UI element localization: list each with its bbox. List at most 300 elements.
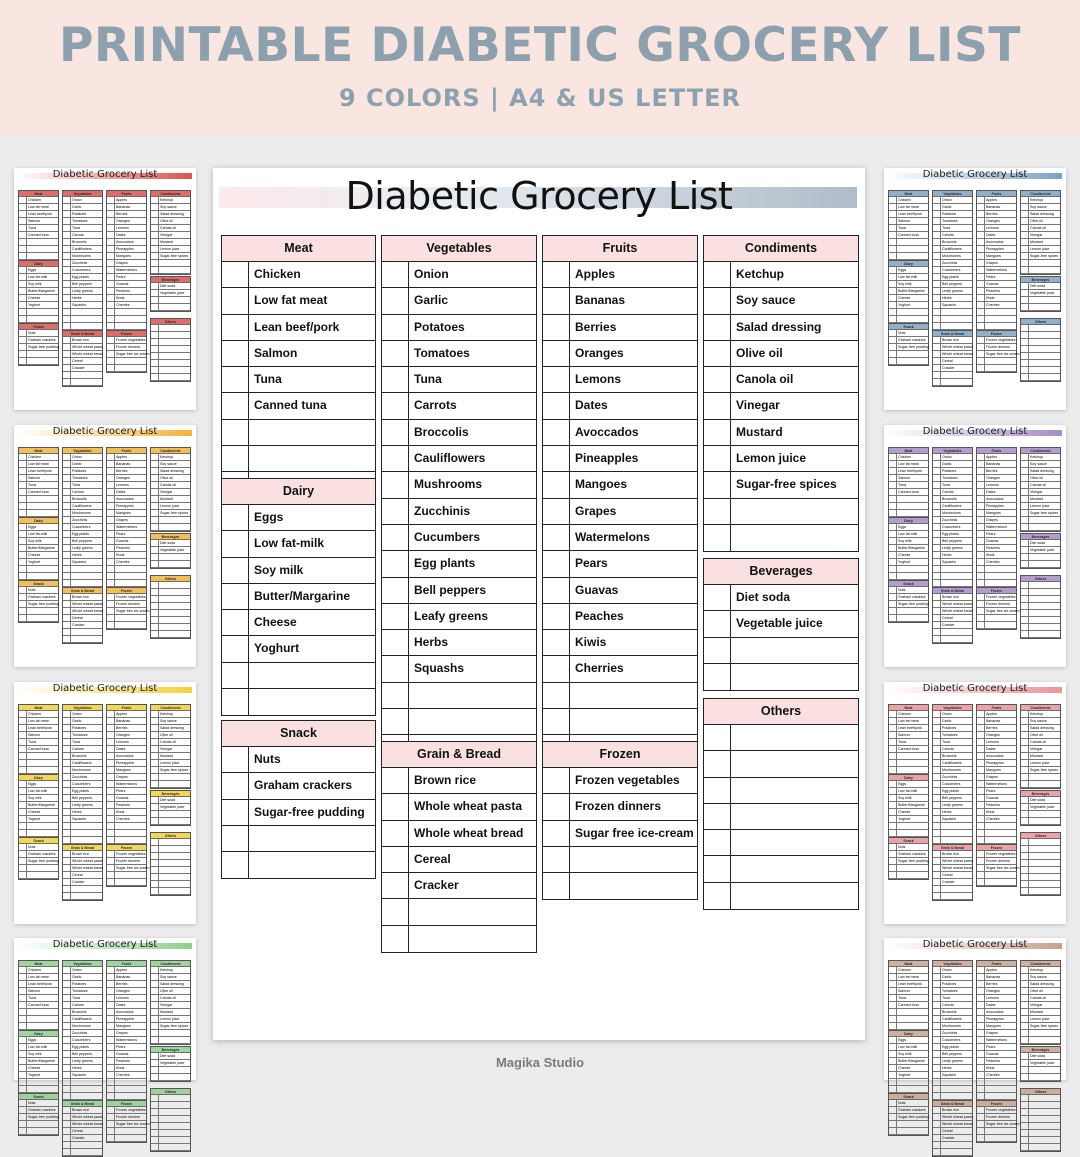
thumbnail-row (1021, 596, 1060, 603)
checkbox[interactable] (704, 804, 731, 829)
thumbnail-row: Cauliflowers (63, 246, 102, 253)
thumbnail-row: Bell peppers (933, 795, 972, 802)
thumbnail-section-header: Meat (19, 961, 58, 967)
thumbnail-row: Bananas (977, 461, 1016, 468)
checkbox[interactable] (222, 852, 249, 878)
thumbnail-row: Peaches (977, 802, 1016, 809)
thumbnail-row (889, 351, 928, 358)
thumbnail-section-header: Others (1021, 319, 1060, 325)
thumbnail-row: Leafy greens (63, 802, 102, 809)
checkbox[interactable] (382, 630, 409, 655)
thumbnail-row (151, 860, 190, 867)
checkbox[interactable] (543, 499, 570, 524)
thumbnail-section-dairy (888, 774, 929, 838)
thumbnail-row (19, 753, 58, 760)
checkbox[interactable] (704, 638, 731, 663)
thumbnail-row: Berries (107, 211, 146, 218)
checkbox[interactable] (382, 794, 409, 819)
section-others (703, 698, 859, 910)
thumbnail-row: Bananas (107, 974, 146, 981)
thumbnail-row: Canola oil (151, 995, 190, 1002)
thumbnail-row (1021, 867, 1060, 874)
list-item (382, 341, 536, 367)
checkbox[interactable] (704, 585, 731, 610)
checkbox[interactable] (222, 663, 249, 688)
list-item (543, 821, 697, 847)
thumbnail-row: Watermelons (977, 267, 1016, 274)
checkbox[interactable] (382, 899, 409, 924)
checkbox[interactable] (222, 800, 249, 825)
thumbnail-row: Mustard (151, 239, 190, 246)
checkbox[interactable] (222, 315, 249, 340)
thumbnail-section-dairy (18, 260, 59, 324)
checkbox[interactable] (704, 664, 731, 690)
checkbox[interactable] (382, 821, 409, 846)
thumbnail-section-meat (888, 447, 929, 518)
thumbnail-row: Dates (107, 1002, 146, 1009)
list-item (382, 847, 536, 873)
checkbox[interactable] (704, 420, 731, 445)
checkbox[interactable] (222, 826, 249, 851)
thumbnail-section-header: Vegetables (63, 961, 102, 967)
checkbox[interactable] (382, 551, 409, 576)
thumbnail-section-meat (18, 960, 59, 1031)
thumbnail-row: Carrots (63, 1002, 102, 1009)
thumbnail-row: Potatoes (933, 725, 972, 732)
thumbnail-row: Lemons (977, 482, 1016, 489)
list-item (704, 856, 858, 882)
thumbnail-row: Lean beef/pork (19, 468, 58, 475)
thumbnail-row: Ketchup (1021, 967, 1060, 974)
section-fruits (542, 235, 698, 763)
checkbox[interactable] (543, 630, 570, 655)
list-item (222, 288, 375, 314)
checkbox[interactable] (222, 420, 249, 445)
thumbnail-row: Lean beef/pork (889, 211, 928, 218)
thumbnail-row: Grapes (107, 774, 146, 781)
thumbnail-row: Grapes (107, 1030, 146, 1037)
thumbnail-row: Cheese (889, 1065, 928, 1072)
thumbnail-row: Cherries (107, 302, 146, 309)
checkbox[interactable] (222, 531, 249, 556)
thumbnail-row (63, 837, 102, 844)
checkbox[interactable] (543, 551, 570, 576)
checkbox[interactable] (543, 709, 570, 734)
checkbox[interactable] (222, 288, 249, 313)
checkbox[interactable] (222, 747, 249, 772)
checkbox[interactable] (543, 821, 570, 846)
thumbnail-row (1021, 1109, 1060, 1116)
checkbox[interactable] (543, 288, 570, 313)
thumbnail-row: Nuts (889, 587, 928, 594)
thumbnail-row: Kiwis (977, 809, 1016, 816)
thumbnail-section-vegetables (62, 960, 103, 1101)
thumbnail-row (19, 760, 58, 767)
thumbnail-row: Tuna (63, 739, 102, 746)
checkbox[interactable] (543, 446, 570, 471)
thumbnail-row: Squashs (933, 559, 972, 566)
checkbox[interactable] (704, 367, 731, 392)
checkbox[interactable] (382, 578, 409, 603)
thumbnail-row: Lemon juice (1021, 246, 1060, 253)
checkbox[interactable] (222, 558, 249, 583)
checkbox[interactable] (222, 446, 249, 471)
thumbnail-row: Vinegar (1021, 746, 1060, 753)
thumbnail-row: Kiwis (107, 809, 146, 816)
thumbnail-row: Sugar-free spices (1021, 253, 1060, 260)
checkbox[interactable] (543, 656, 570, 681)
thumbnail-row (151, 517, 190, 524)
checkbox[interactable] (543, 847, 570, 872)
thumbnail-row (19, 503, 58, 510)
checkbox[interactable] (543, 683, 570, 708)
list-item (382, 709, 536, 735)
thumbnail-row: Yoghurt (19, 816, 58, 823)
checkbox[interactable] (222, 773, 249, 798)
item-label: Lemons (575, 372, 622, 387)
thumbnail-section-header: Others (151, 319, 190, 325)
thumbnail-row (151, 367, 190, 374)
thumbnail-row: Mushrooms (933, 510, 972, 517)
checkbox[interactable] (543, 472, 570, 497)
thumbnail-row: Cereal (63, 872, 102, 879)
thumbnail-row: Oranges (977, 218, 1016, 225)
thumbnail-row (19, 358, 58, 365)
thumbnail-row (107, 323, 146, 330)
checkbox[interactable] (382, 604, 409, 629)
thumbnail-section-header: Condiments (151, 961, 190, 967)
thumbnail-row: Peaches (107, 545, 146, 552)
thumbnail-section-header: Vegetables (933, 961, 972, 967)
item-label: Salad dressing (736, 319, 822, 334)
thumbnail-row (63, 1142, 102, 1149)
checkbox[interactable] (382, 683, 409, 708)
checkbox[interactable] (382, 499, 409, 524)
thumbnail-row: Soy sauce (151, 718, 190, 725)
thumbnail-section-vegetables (62, 447, 103, 588)
checkbox[interactable] (704, 315, 731, 340)
thumbnail-row: Kiwis (107, 552, 146, 559)
list-item (543, 873, 697, 899)
checkbox[interactable] (382, 847, 409, 872)
thumbnail-row: Olive oil (1021, 732, 1060, 739)
thumbnail-section-header: Fruits (977, 448, 1016, 454)
checkbox[interactable] (704, 856, 731, 881)
thumbnail-row: Bell peppers (933, 1051, 972, 1058)
thumbnail-row: Salmon (889, 475, 928, 482)
list-item (222, 800, 375, 826)
checkbox[interactable] (543, 420, 570, 445)
thumbnail-section-header: Fruits (977, 961, 1016, 967)
thumbnail-row: Potatoes (933, 981, 972, 988)
checkbox[interactable] (704, 725, 731, 750)
thumbnail-section-grain (932, 844, 973, 901)
thumbnail-row: Vegetable juice (151, 290, 190, 297)
thumbnail-section-snack (888, 837, 929, 880)
thumbnail-row: Whole wheat pasta (933, 601, 972, 608)
checkbox[interactable] (222, 584, 249, 609)
thumbnail-row (19, 1086, 58, 1093)
thumbnail-row: Squashs (933, 302, 972, 309)
list-item (222, 558, 375, 584)
list-item (222, 689, 375, 715)
thumbnail-row: Mustard (151, 496, 190, 503)
thumbnail-row: Cereal (63, 1128, 102, 1135)
list-item (543, 525, 697, 551)
thumbnail-row: Whole wheat bread (63, 351, 102, 358)
thumbnail-row: Cereal (933, 358, 972, 365)
thumbnail-row (889, 1016, 928, 1023)
checkbox[interactable] (543, 794, 570, 819)
checkbox[interactable] (222, 262, 249, 287)
thumbnail-row: Chicken (889, 197, 928, 204)
checkbox[interactable] (382, 341, 409, 366)
thumbnail-row (1021, 888, 1060, 895)
checkbox[interactable] (382, 288, 409, 313)
thumbnail-row: Leafy greens (933, 545, 972, 552)
thumbnail-row: Canned tuna (889, 232, 928, 239)
thumbnail-row: Cucumbers (933, 267, 972, 274)
checkbox[interactable] (382, 367, 409, 392)
checkbox[interactable] (543, 768, 570, 793)
list-item (704, 499, 858, 525)
checkbox[interactable] (382, 315, 409, 340)
thumbnail-title: Diabetic Grocery List (922, 426, 1028, 437)
checkbox[interactable] (543, 367, 570, 392)
checkbox[interactable] (382, 446, 409, 471)
thumbnail-row: Vegetable juice (1021, 547, 1060, 554)
thumbnail-row (151, 774, 190, 781)
thumbnail-section-header: Meat (19, 705, 58, 711)
list-item (704, 446, 858, 472)
thumbnail-row (977, 872, 1016, 879)
thumbnail-row (1021, 1116, 1060, 1123)
thumbnail-section-header: Grain & Bread (63, 845, 102, 851)
item-label: Zucchinis (414, 503, 471, 518)
thumbnail-row: Canola oil (151, 739, 190, 746)
thumbnail-row (889, 566, 928, 573)
checkbox[interactable] (222, 393, 249, 418)
thumbnail-row: Leafy greens (933, 802, 972, 809)
thumbnail-row: Tuna (19, 995, 58, 1002)
thumbnail-row (1021, 561, 1060, 568)
thumbnail-title: Diabetic Grocery List (52, 939, 158, 950)
checkbox[interactable] (382, 525, 409, 550)
thumbnail-row: Frozen vegetables (977, 337, 1016, 344)
thumbnail-row: Whole wheat bread (63, 865, 102, 872)
thumbnail-row: Eggs (889, 267, 928, 274)
checkbox[interactable] (382, 709, 409, 734)
list-item (704, 883, 858, 909)
checkbox[interactable] (704, 288, 731, 313)
thumbnail-section-meat (18, 447, 59, 518)
thumbnail-row: Ketchup (1021, 454, 1060, 461)
thumbnail-row: Berries (977, 981, 1016, 988)
thumbnail-row: Tuna (933, 225, 972, 232)
thumbnail-section-fruits (976, 704, 1017, 845)
thumbnail-row: Sugar-free pudding (19, 601, 58, 608)
thumbnail-row: Broccolis (933, 753, 972, 760)
thumbnail-section-fruits (976, 960, 1017, 1101)
checkbox[interactable] (222, 610, 249, 635)
thumbnail-row: Low fat meat (889, 204, 928, 211)
checkbox[interactable] (704, 341, 731, 366)
thumbnail-row: Zucchinis (63, 1030, 102, 1037)
item-label: Soy milk (254, 562, 304, 577)
thumbnail-section-fruits (976, 447, 1017, 588)
thumbnail-row: Peaches (107, 288, 146, 295)
thumbnail-row (889, 1086, 928, 1093)
thumbnail-row (889, 316, 928, 323)
thumbnail-row: Bananas (977, 974, 1016, 981)
checkbox[interactable] (704, 883, 731, 909)
thumbnail-section-snack (18, 580, 59, 623)
thumbnail-row (1021, 582, 1060, 589)
checkbox[interactable] (382, 768, 409, 793)
thumbnail-row: Vegetable juice (151, 1060, 190, 1067)
thumbnail-row (1021, 631, 1060, 638)
thumbnail-row: Canned tuna (19, 1002, 58, 1009)
checkbox[interactable] (543, 578, 570, 603)
checkbox[interactable] (222, 341, 249, 366)
thumbnail-section-header: Frozen (977, 1101, 1016, 1107)
thumbnail-section-dairy (888, 517, 929, 581)
checkbox[interactable] (543, 393, 570, 418)
thumbnail-row: Mangoes (107, 1023, 146, 1030)
thumbnail-section-beverages (150, 533, 191, 569)
thumbnail-row: Salmon (19, 475, 58, 482)
checkbox[interactable] (382, 393, 409, 418)
thumbnail-row (933, 837, 972, 844)
thumbnail-row (107, 580, 146, 587)
checkbox[interactable] (382, 262, 409, 287)
thumbnail-section-header: Beverages (1021, 1047, 1060, 1053)
item-label: Potatoes (414, 319, 465, 334)
thumbnail-row: Vegetable juice (1021, 1060, 1060, 1067)
thumbnail-row: Bananas (107, 461, 146, 468)
thumbnail-row: Butter/Margarine (889, 545, 928, 552)
checkbox[interactable] (222, 689, 249, 715)
thumbnail-row: Vinegar (1021, 232, 1060, 239)
thumbnail-row: Eggs (889, 1037, 928, 1044)
thumbnail-row: Pears (977, 1044, 1016, 1051)
thumbnail-row: Cherries (977, 1072, 1016, 1079)
list-item (704, 341, 858, 367)
checkbox[interactable] (704, 525, 731, 551)
checkbox[interactable] (222, 505, 249, 530)
credit: Magika Studio (495, 1055, 585, 1070)
thumbnail-row: Canned tuna (889, 1002, 928, 1009)
list-item (222, 584, 375, 610)
thumbnail-section-vegetables (62, 190, 103, 331)
thumbnail-row (19, 865, 58, 872)
checkbox[interactable] (543, 315, 570, 340)
thumbnail-row (107, 573, 146, 580)
thumbnail-row: Mustard (1021, 753, 1060, 760)
checkbox[interactable] (704, 751, 731, 776)
thumbnail-row (1021, 610, 1060, 617)
checkbox[interactable] (382, 656, 409, 681)
thumbnail-section-header: Others (151, 833, 190, 839)
thumbnail-row: Sugar free ice-cream (977, 351, 1016, 358)
thumbnail-row: Cherries (977, 559, 1016, 566)
checkbox[interactable] (704, 499, 731, 524)
thumbnail-row: Garlic (933, 718, 972, 725)
section-frozen (542, 741, 698, 900)
thumbnail-row (977, 309, 1016, 316)
checkbox[interactable] (543, 525, 570, 550)
thumbnail-section-others (1020, 832, 1061, 896)
thumbnail-row: Whole wheat pasta (63, 858, 102, 865)
thumbnail-row (151, 1130, 190, 1137)
checkbox[interactable] (704, 262, 731, 287)
list-item (704, 367, 858, 393)
thumbnail-section-header: Vegetables (933, 191, 972, 197)
thumbnail-row: Bell peppers (63, 538, 102, 545)
thumbnail-row: Lemon juice (151, 503, 190, 510)
checkbox[interactable] (704, 472, 731, 497)
section-dairy (221, 478, 376, 716)
thumbnail-row (151, 846, 190, 853)
thumbnail-row: Carrots (933, 746, 972, 753)
thumbnail-row: Cheese (19, 552, 58, 559)
list-item (382, 288, 536, 314)
thumbnail-row: Butter/Margarine (19, 802, 58, 809)
thumbnail-row: Lemons (107, 739, 146, 746)
checkbox[interactable] (382, 472, 409, 497)
thumbnail-row (19, 1079, 58, 1086)
checkbox[interactable] (222, 367, 249, 392)
list-item (704, 638, 858, 664)
checkbox[interactable] (704, 611, 731, 636)
checkbox[interactable] (382, 926, 409, 952)
thumbnail-section-fruits (106, 447, 147, 588)
thumbnail-row: Low fat meat (889, 461, 928, 468)
checkbox[interactable] (543, 604, 570, 629)
list-item (704, 778, 858, 804)
list-item (222, 663, 375, 689)
checkbox[interactable] (704, 830, 731, 855)
checkbox[interactable] (382, 873, 409, 898)
thumbnail-row: Apples (107, 711, 146, 718)
thumbnail-row: Cauliflowers (933, 503, 972, 510)
thumbnail-row: Sugar-free pudding (889, 601, 928, 608)
list-item (382, 551, 536, 577)
section-header-beverages: Beverages (704, 559, 858, 585)
checkbox[interactable] (543, 873, 570, 899)
checkbox[interactable] (543, 262, 570, 287)
thumbnail-row: Olive oil (1021, 475, 1060, 482)
thumbnail-row: Dates (107, 489, 146, 496)
thumbnail-row: Diet soda (151, 283, 190, 290)
thumbnail-row (63, 316, 102, 323)
thumbnail-row: Brown rice (63, 851, 102, 858)
checkbox[interactable] (704, 393, 731, 418)
thumbnail-row (889, 358, 928, 365)
thumbnail-section-frozen (976, 330, 1020, 373)
thumbnail-row: Whole wheat bread (63, 1121, 102, 1128)
thumbnail-section-others (150, 1088, 191, 1152)
checkbox[interactable] (704, 446, 731, 471)
checkbox[interactable] (222, 636, 249, 661)
thumbnail-row (1021, 367, 1060, 374)
thumbnail-row: Carrots (63, 489, 102, 496)
thumbnail-row: Graham crackers (19, 337, 58, 344)
thumbnail-row: Cracker (933, 365, 972, 372)
checkbox[interactable] (543, 341, 570, 366)
checkbox[interactable] (704, 778, 731, 803)
checkbox[interactable] (382, 420, 409, 445)
